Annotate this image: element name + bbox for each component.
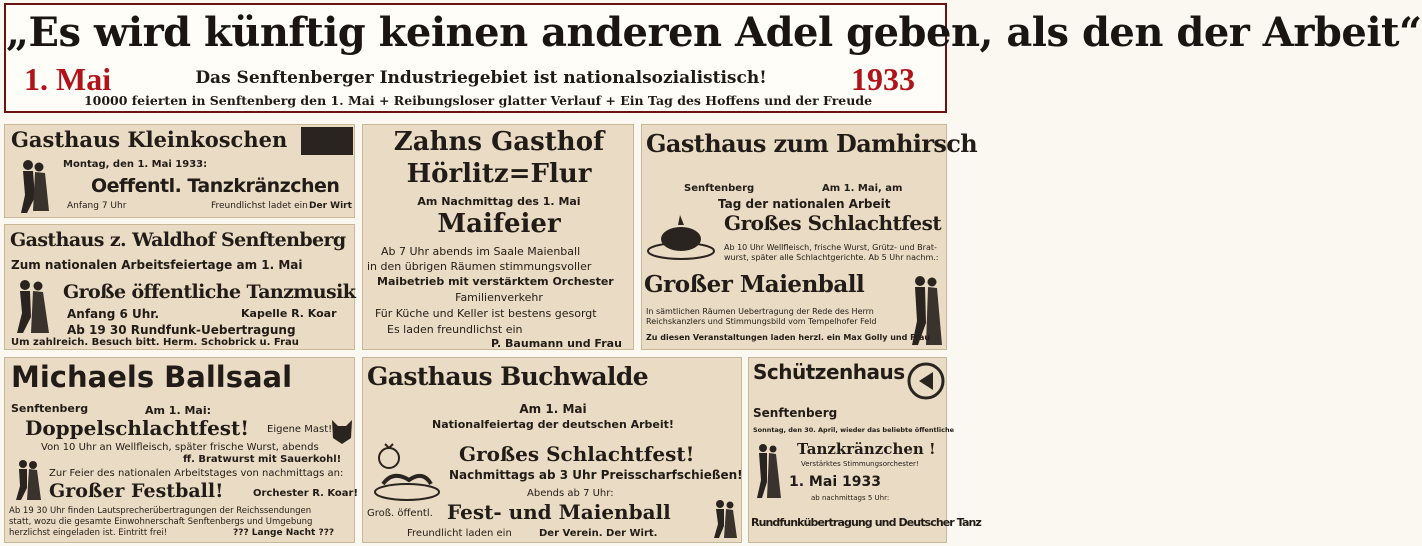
ad-line: Maibetrieb mit verstärktem Orchester: [377, 275, 614, 288]
ad-event: Oeffentl. Tanzkränzchen: [91, 175, 340, 197]
ad-line: Familienverkehr: [455, 291, 543, 304]
ad-invite: Freundlichst ladet ein: [211, 201, 308, 211]
ad-details: In sämtlichen Räumen Uebertragung der Rede des Herrn: [646, 307, 874, 316]
ad-title: Zahns Gasthof: [393, 127, 605, 157]
ad-details: wurst, später alle Schlachtgerichte. Ab 5 Uhr nachm.:: [724, 253, 939, 262]
ad-line: Zum nationalen Arbeitsfeiertage am 1. Mai: [11, 258, 303, 272]
ad-michaels-ballsaal: [4, 357, 359, 543]
ad-day: Tag der nationalen Arbeit: [718, 197, 891, 211]
ad-invite: Freundlicht laden ein: [407, 528, 512, 539]
ad-event: Großes Schlachtfest: [724, 211, 942, 235]
ad-event: Tanzkränzchen !: [797, 440, 936, 458]
pig-head-icon: [329, 416, 355, 446]
ad-day: Nationalfeiertag der deutschen Arbeit!: [432, 418, 674, 431]
ad-line: statt, wozu die gesamte Einwohnerschaft Senftenbergs und Umgebung: [9, 517, 313, 527]
ad-gasthaus-damhirsch: [641, 124, 978, 350]
ad-line: ??? Lange Nacht ???: [233, 528, 335, 538]
ad-line: ff. Bratwurst mit Sauerkohl!: [183, 454, 342, 465]
ad-event: Großes Schlachtfest!: [459, 442, 695, 466]
ad-zahns-gasthof: [362, 124, 634, 350]
ad-band: Kapelle R. Koar: [241, 307, 337, 320]
ad-start-time: Anfang 7 Uhr: [67, 201, 127, 211]
ad-line: Zur Feier des nationalen Arbeitstages von nachmittags an:: [49, 468, 344, 479]
ad-title: Schützenhaus: [753, 360, 905, 384]
ad-event: Großer Festball!: [49, 480, 224, 502]
header-quote: „Es wird künftig keinen anderen Adel geben, als den der Arbeit“: [6, 9, 1422, 56]
dancing-couple-icon: [11, 277, 53, 335]
ad-event: Großer Maienball: [644, 271, 865, 298]
roast-platter-icon: [646, 211, 716, 261]
ad-line: Ab 19 30 Uhr finden Lautsprecherübertragungen der Reichssendungen: [9, 506, 312, 516]
ad-line: Von 10 Uhr an Wellfleisch, später frische Wurst, abends: [41, 442, 319, 453]
ad-title: Gasthaus Kleinkoschen: [11, 127, 288, 152]
ad-footer: Zu diesen Veranstaltungen laden herzl. ein Max Golly und Frau: [646, 333, 931, 342]
ad-broadcast: Ab 19 30 Rundfunk-Uebertragung: [67, 323, 296, 337]
ad-date: Am 1. Mai: [519, 402, 587, 416]
ad-date: Am 1. Mai:: [145, 404, 212, 417]
ad-footer: Rundfunkübertragung und Deutscher Tanz: [751, 516, 981, 529]
ad-start-time: Anfang 6 Uhr.: [67, 307, 160, 321]
ad-pre: Groß. öffentl.: [367, 508, 433, 519]
ad-extra: Eigene Mast!: [267, 424, 333, 435]
ad-gasthaus-buchwalde: [362, 357, 742, 543]
ad-event: Fest- und Maienball: [447, 500, 671, 524]
ad-line: ab nachmittags 5 Uhr:: [811, 494, 890, 502]
ad-hosts: Der Verein. Der Wirt.: [539, 528, 658, 539]
ad-date: Am 1. Mai, am: [822, 183, 903, 194]
ad-event: Maifeier: [437, 209, 561, 239]
ad-line: herzlichst eingeladen ist. Eintritt frei!: [9, 528, 168, 538]
ad-title: Gasthaus Buchwalde: [367, 362, 649, 391]
ad-gasthaus-waldhof: [4, 224, 355, 350]
ad-place: Senftenberg: [753, 406, 838, 420]
dancing-couple-icon: [11, 458, 45, 502]
header-date: 1. Mai: [24, 61, 112, 97]
ad-title: Gasthaus zum Damhirsch: [646, 129, 978, 158]
dancing-couple-icon: [753, 442, 783, 500]
dancing-couple-icon: [711, 498, 739, 540]
ad-line: Verstärktes Stimmungsorchester!: [801, 460, 919, 468]
black-bar-ornament: [301, 127, 353, 155]
target-arrow-icon: [907, 362, 945, 400]
ad-line: Für Küche und Keller ist bestens gesorgt: [375, 307, 597, 320]
ad-line: Es laden freundlichst ein: [387, 323, 523, 336]
header-subline: 10000 feierten in Senftenberg den 1. Mai + Reibungsloser glatter Verlauf + Ein Tag des Hoffens und der Freude: [83, 93, 873, 108]
dancing-couple-icon: [13, 157, 53, 215]
ad-event: Doppelschlachtfest!: [25, 416, 250, 440]
ad-line: Ab 7 Uhr abends im Saale Maienball: [381, 245, 581, 258]
newspaper-header-banner: [4, 3, 1422, 113]
ad-date: 1. Mai 1933: [789, 474, 881, 490]
ad-gasthaus-kleinkoschen: [4, 124, 355, 218]
ad-footer: Um zahlreich. Besuch bitt. Herm. Schobrick u. Frau: [11, 337, 299, 348]
ad-line: Abends ab 7 Uhr:: [527, 488, 614, 499]
sausage-platter-icon: [369, 440, 441, 504]
ad-subtitle: Hörlitz=Flur: [406, 159, 592, 189]
ad-line: Sonntag, den 30. April, wieder das beliebte öffentliche: [753, 426, 955, 434]
ad-band: Orchester R. Koar!: [253, 488, 359, 499]
ad-place: Senftenberg: [684, 183, 755, 194]
header-year: 1933: [851, 61, 915, 97]
ad-line: Nachmittags ab 3 Uhr Preisscharfschießen!: [449, 468, 743, 482]
ad-title: Michaels Ballsaal: [11, 360, 293, 394]
ad-title: Gasthaus z. Waldhof Senftenberg: [10, 229, 346, 251]
ad-date: Montag, den 1. Mai 1933:: [63, 159, 208, 170]
ad-schuetzenhaus: [748, 357, 981, 543]
ad-details: Ab 10 Uhr Wellfleisch, frische Wurst, Grütz- und Brat-: [724, 243, 937, 252]
ad-line: in den übrigen Räumen stimmungsvoller: [367, 260, 592, 273]
ad-place: Senftenberg: [11, 402, 89, 415]
ad-event: Große öffentliche Tanzmusik: [63, 281, 356, 303]
header-headline: Das Senftenberger Industriegebiet ist nationalsozialistisch!: [195, 68, 767, 88]
ad-details: Reichskanzlers und Stimmungsbild vom Tempelhofer Feld: [646, 317, 877, 326]
ad-host: Der Wirt: [309, 201, 352, 211]
ad-hosts: P. Baumann und Frau: [491, 337, 622, 350]
ad-date: Am Nachmittag des 1. Mai: [417, 195, 581, 208]
